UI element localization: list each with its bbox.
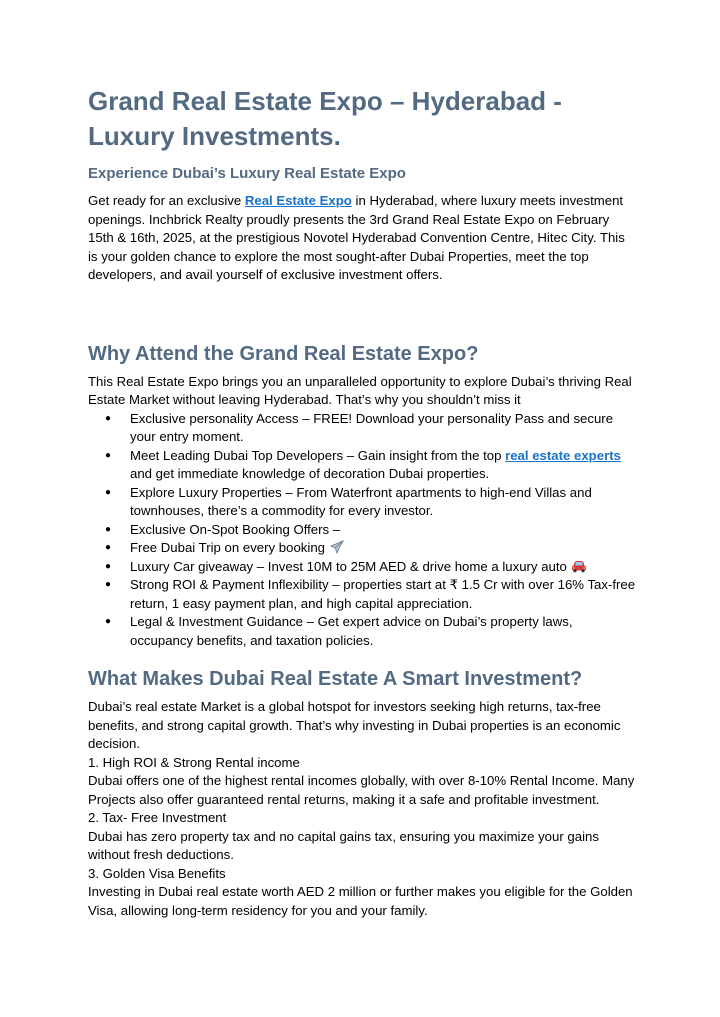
real-estate-expo-link[interactable]: Real Estate Expo bbox=[244, 193, 352, 208]
smart-investment-intro: Dubai’s real estate Market is a global hotspot for investors seeking high returns, tax-free benefits, and strong capital growth. That’s why investing in Dubai properties is an economic decision. bbox=[88, 699, 621, 751]
list-item: ● Exclusive personality Access – FREE! Download your personality Pass and secure your entry moment. bbox=[88, 410, 636, 447]
list-item bbox=[88, 558, 636, 577]
list-item: ● Strong ROI & Payment Inflexibility – properties start at ₹ 1.5 Cr with over 16% Tax-free return, 1 easy payment plan, and high capital appreciation. bbox=[88, 576, 636, 613]
tax-free-item-text: Dubai has zero property tax and no capital gains tax, ensuring you maximize your gains without fresh deductions. bbox=[88, 828, 599, 862]
golden-visa-item-title: 3. Golden Visa Benefits bbox=[88, 865, 226, 881]
list-item bbox=[88, 447, 636, 484]
roi-item-title: 1. High ROI & Strong Rental income bbox=[88, 754, 300, 770]
intro-text-after: in Hyderabad, where luxury meets investment openings. Inchbrick Realty proudly presents the 3rd Grand Real Estate Expo on February 15th & 16th, 2025, at the prestigious Novotel Hyderabad Convention Centre, Hitec City. This is your golden chance to explore the most sought-after Dubai Properties, meet the top developers, and avail yourself of exclusive investment offers. bbox=[88, 193, 625, 282]
list-item-text: Luxury Car giveaway – Invest 10M to 25M AED & drive home a luxury auto bbox=[130, 558, 571, 574]
list-item: ● Exclusive On-Spot Booking Offers – bbox=[88, 521, 636, 540]
list-item-text: and get immediate knowledge of decoration Dubai properties. bbox=[130, 466, 490, 481]
list-item: ● Legal & Investment Guidance – Get expert advice on Dubai’s property laws, occupancy benefits, and taxation policies. bbox=[88, 613, 636, 650]
real-estate-experts-link[interactable]: real estate experts bbox=[505, 447, 621, 463]
airplane-icon bbox=[329, 540, 345, 554]
list-item-text: Free Dubai Trip on every booking bbox=[130, 540, 329, 555]
intro-paragraph bbox=[88, 192, 636, 285]
why-attend-paragraph: This Real Estate Expo brings you an unparalleled opportunity to explore Dubai’s thriving Real Estate Market without leaving Hyderabad. That’s why you shouldn’t miss it bbox=[88, 373, 632, 407]
list-item bbox=[88, 539, 636, 558]
intro-text-before: Get ready for an exclusive bbox=[88, 193, 245, 208]
car-icon bbox=[571, 559, 587, 573]
document-page bbox=[88, 84, 636, 920]
tax-free-item-title: 2. Tax- Free Investment bbox=[88, 810, 227, 825]
why-attend-list bbox=[88, 410, 636, 651]
why-attend-heading: Why Attend the Grand Real Estate Expo? bbox=[88, 342, 479, 365]
page-subtitle: Experience Dubai’s Luxury Real Estate Expo bbox=[88, 165, 406, 182]
list-item-text: Meet Leading Dubai Top Developers – Gain insight from the top bbox=[130, 447, 506, 463]
smart-investment-heading: What Makes Dubai Real Estate A Smart Investment? bbox=[88, 668, 583, 690]
roi-item-text: Dubai offers one of the highest rental incomes globally, with over 8-10% Rental Income. Many Projects also offer guaranteed rental returns, making it a safe and profitable investment. bbox=[88, 773, 635, 807]
golden-visa-item-text: Investing in Dubai real estate worth AED 2 million or further makes you eligible for the Golden Visa, allowing long-term residency for you and your family. bbox=[88, 884, 633, 918]
page-title: Grand Real Estate Expo – Hyderabad - Luxury Investments. bbox=[88, 86, 562, 151]
list-item: ● Explore Luxury Properties – From Waterfront apartments to high-end Villas and townhouses, there’s a commodity for every investor. bbox=[88, 484, 636, 521]
